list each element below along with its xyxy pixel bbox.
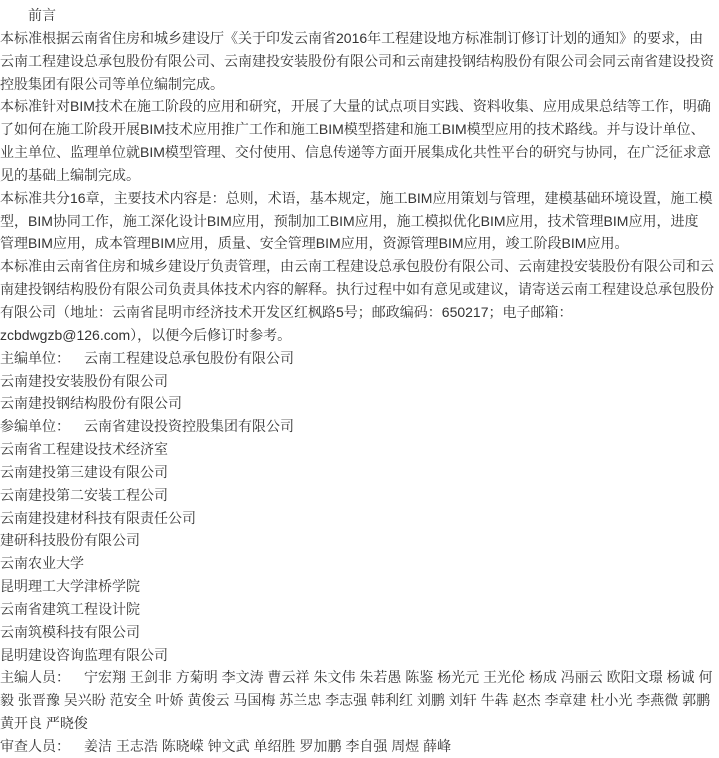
para-basis-line: 云南工程建设总承包股份有限公司、云南建投安装股份有限公司和云南建投钢结构股份有限公司会同云南省建设投资 — [0, 52, 714, 69]
para-research-line: 见的基础上编制完成。 — [0, 166, 140, 183]
participating-unit: 建研科技股份有限公司 — [0, 532, 140, 549]
para-management-line: 本标准由云南省住房和城乡建设厅负责管理，由云南工程建设总承包股份有限公司、云南建投安装股份有限公司和云 — [0, 258, 714, 275]
participating-unit: 云南筑模科技有限公司 — [0, 623, 140, 640]
para-research-line: 业主单位、监理单位就BIM模型管理、交付使用、信息传递等方面开展集成化共性平台的研究与协同，在广泛征求意 — [0, 144, 711, 161]
para-research-line: 了如何在施工阶段开展BIM技术应用推广工作和施工BIM模型搭建和施工BIM模型应用的技术路线。并与设计单位、 — [0, 121, 705, 138]
participating-unit: 云南建投第三建设有限公司 — [0, 463, 168, 480]
para-contents-line: 本标准共分16章，主要技术内容是：总则，术语，基本规定，施工BIM应用策划与管理，建模基础环境设置，施工模 — [0, 189, 713, 206]
participating-unit: 昆明理工大学津桥学院 — [0, 578, 140, 595]
para-contents-line: 型，BIM协同工作，施工深化设计BIM应用，预制加工BIM应用，施工模拟优化BIM应用，技术管理BIM应用，进度 — [0, 212, 699, 229]
chief-editor-units-label: 主编单位： — [0, 349, 70, 366]
preface-heading: 前言 — [28, 7, 56, 23]
chief-editor-units-row — [0, 347, 719, 370]
reviewers-names: 姜洁 王志浩 陈晓嵘 钟文武 单绍胜 罗加鹏 李自强 周煜 薛峰 — [84, 738, 452, 754]
chief-editors-names: 毅 张晋豫 吴兴盼 范安全 叶娇 黄俊云 马国梅 苏兰忠 李志强 韩利红 刘鹏 刘轩 牛犇 赵杰 李章建 杜小光 李燕微 郭鹏 — [0, 692, 711, 709]
participating-unit: 云南省建筑工程设计院 — [0, 600, 140, 617]
participating-unit: 云南建投建材科技有限责任公司 — [0, 509, 196, 526]
reviewers-row — [0, 735, 719, 758]
chief-editor-unit: 云南工程建设总承包股份有限公司 — [84, 349, 294, 366]
participating-units-row — [0, 415, 719, 438]
para-management-line: 南建投钢结构股份有限公司负责具体技术内容的解释。执行过程中如有意见或建议，请寄送云南工程建设总承包股份 — [0, 281, 714, 298]
chief-editor-unit: 云南建投安装股份有限公司 — [0, 372, 168, 389]
para-basis-line: 本标准根据云南省住房和城乡建设厅《关于印发云南省2016年工程建设地方标准制订修订计划的通知》的要求，由 — [0, 29, 704, 46]
chief-editors-names: 宁宏翔 王剑非 方菊明 李文涛 曹云祥 朱文伟 朱若愚 陈鉴 杨光元 王光伦 杨成 冯丽云 欧阳文璟 杨诚 何 — [84, 669, 713, 686]
participating-units-label: 参编单位： — [0, 418, 70, 435]
para-contents-line: 管理BIM应用，成本管理BIM应用，质量、安全管理BIM应用，资源管理BIM应用，竣工阶段BIM应用。 — [0, 235, 629, 252]
participating-unit: 云南省工程建设技术经济室 — [0, 441, 168, 458]
reviewers-label: 审查人员： — [0, 738, 70, 754]
participating-unit: 昆明建设咨询监理有限公司 — [0, 646, 168, 663]
chief-editors-row — [0, 666, 719, 689]
participating-unit: 云南建投第二安装工程公司 — [0, 486, 168, 503]
para-management-line: zcbdwgzb@126.com），以便今后修订时参考。 — [0, 326, 292, 343]
chief-editor-unit: 云南建投钢结构股份有限公司 — [0, 395, 182, 412]
para-research-line: 本标准针对BIM技术在施工阶段的应用和研究，开展了大量的试点项目实践、资料收集、应用成果总结等工作，明确 — [0, 98, 711, 115]
chief-editors-names: 黄开良 严晓俊 — [0, 715, 88, 732]
participating-unit: 云南省建设投资控股集团有限公司 — [84, 418, 294, 435]
chief-editors-label: 主编人员： — [0, 669, 70, 686]
para-basis-line: 控股集团有限公司等单位编制完成。 — [0, 75, 224, 92]
para-management-line: 有限公司（地址：云南省昆明市经济技术开发区红枫路5号；邮政编码：650217；电子邮箱： — [0, 303, 573, 320]
participating-unit: 云南农业大学 — [0, 555, 84, 572]
